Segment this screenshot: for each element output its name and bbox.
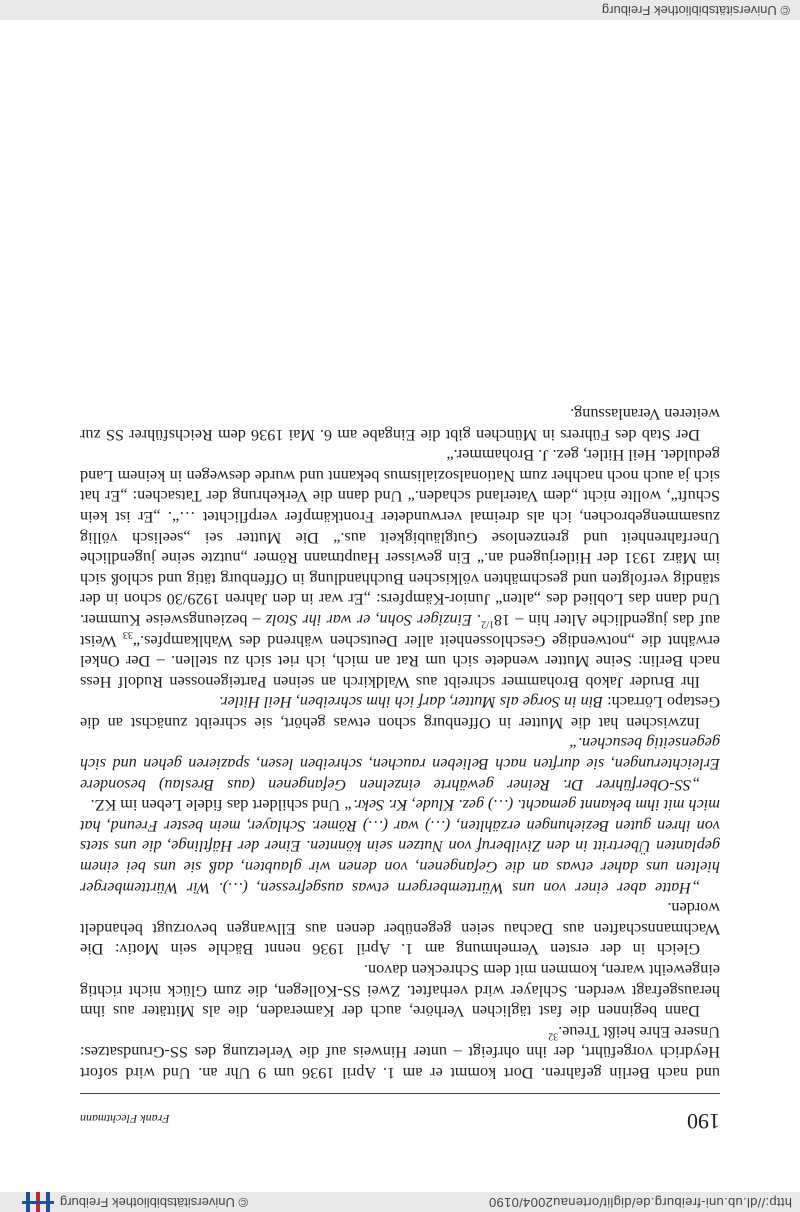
footnote-ref: 32 — [548, 1030, 559, 1042]
footnote-ref: 33 — [122, 628, 133, 640]
fraction: 1/2 — [481, 618, 494, 630]
paragraph-forwarding: Der Stab des Führers in München gibt die Eingabe am 6. Mai 1936 dem Reichsführer SS zur weiteren Veranlassung. — [80, 405, 720, 444]
header-rule — [80, 1093, 720, 1094]
library-credit-bottom: © Universitätsbibliothek Freiburg — [601, 3, 790, 18]
library-logo-icon — [18, 1192, 58, 1212]
viewer-top-band — [0, 1192, 800, 1212]
page-number: 190 — [687, 1109, 720, 1134]
running-head: Frank Flechtmann — [80, 1112, 170, 1126]
page-header — [80, 1102, 720, 1142]
paragraph-arrival: und nach Berlin gefahren. Dort kommt er am 1. April 1936 um 9 Uhr an. Und wird sofort Heydrich vorgeführt, der ihn ohrfeigt – unter Hinweis auf die Verletzung des SS-Grundsatzes: Unsere Ehre heißt Treue.$^{32}$ — [80, 1022, 720, 1082]
viewer-bottom-band — [0, 0, 800, 20]
paragraph-interrogations: Dann beginnen die fast täglichen Verhöre, auch der Kameraden, die als Mittäter aus ihm herausgefragt werden. Schlayer wird verhaftet. Zwei SS-Kollegen, die zum Glück nicht richtig eingeweiht waren, kommen mit dem Schrecken davon. — [80, 961, 720, 1021]
quote-klude: „Hatte aber einer von uns Württembergern etwas ausgefressen, (…). Wir Württemberger hielten uns daher etwas an die Gefangenen, von denen wir glaubten, daß sie uns bei einem geplanten Übertritt in den Zivilberuf von Nutzen sein könnten. Einer der Häftlinge, die uns stets von ihren guten Beziehungen erzählten, (…) war (…) Römer. Schlayer, mein bester Freund, hat mich mit ihm bekannt gemacht. (…) gez. Klude, Kr. Sekr.“ Und schildert das fidele Leben im KZ. — [80, 796, 720, 897]
paragraph-brother: Ihr Bruder Jakob Brohammer schreibt aus Waldkirch an seinen Parteigenossen Rudolf Hess nach Berlin: Seine Mutter wendete sich um Rat an mich, ich riet sich zu stellen. – Der Onkel erwähnt die „notwendige Geschlossenheit aller Deutschen während des $Wahlkampfes.“_{33}$ Weist auf das jugendliche Alter hin – $18^{1/2}$. Einziger Sohn, er war ihr Stolz – bezieungsweise Kummer. Und dann das Loblied des „alten“ Junior-Kämpfers: „Er war in den Jahren 1929/30 schon in der ständig verfolgten und geschmähten völkischen Buchhandlung in Offenburg tätig und schloß sich im März 1931 der Hitlerjugend an.“ Ein gewisser Hauptmann Römer „nutzte seine jugendliche Unerfahrenheit und grenzenlose Gutgläubigkeit aus.“ Die Mutter sei „seelisch völlig zusammengebrochen, ich als dreimal verwundeter Frontkämpfer verpflichtet …“. „Er ist kein Schuft“, wollte nicht „dem Vaterland schaden.“ Und dann die Verkehrung der Tatsachen: „Er hat sich ja auch noch nachher zum Nationalsozialismus bekannt und wurde deswegen in keinem Land geduldet. Heil Hitler, gez. J. Brohammer.“ — [79, 446, 720, 691]
paragraph-mother: Inzwischen hat die Mutter in Offenburg schon etwas gehört, sie schreibt zunächst an die Gestapo Lörrach: Bin in Sorge als Mutter, darf ich ihm schreiben, Heil Hitler. — [80, 693, 720, 732]
paragraph-motive: Gleich in der ersten Vernehmung am 1. April 1936 nennt Bächle sein Motiv: Die Wachmannschaften aus Dachau seien gegenüber denen aus Ellwangen bevorzugt behandelt worden. — [80, 899, 720, 959]
quote-reiner: „SS-Oberführer Dr. Reiner gewährte einzelnen Gefangenen (aus Breslau) besondere Erleichterungen, sie durften nach Belieben rauchen, schreiben lesen, spazieren gehen und sich gegenseitig besuchen.“ — [80, 734, 720, 794]
book-page — [80, 403, 720, 1142]
source-url[interactable]: http://dl.ub.uni-freiburg.de/diglit/ortenau2004/0190 — [488, 1195, 792, 1210]
library-credit: © Universitätsbibliothek Freiburg — [60, 1195, 249, 1210]
